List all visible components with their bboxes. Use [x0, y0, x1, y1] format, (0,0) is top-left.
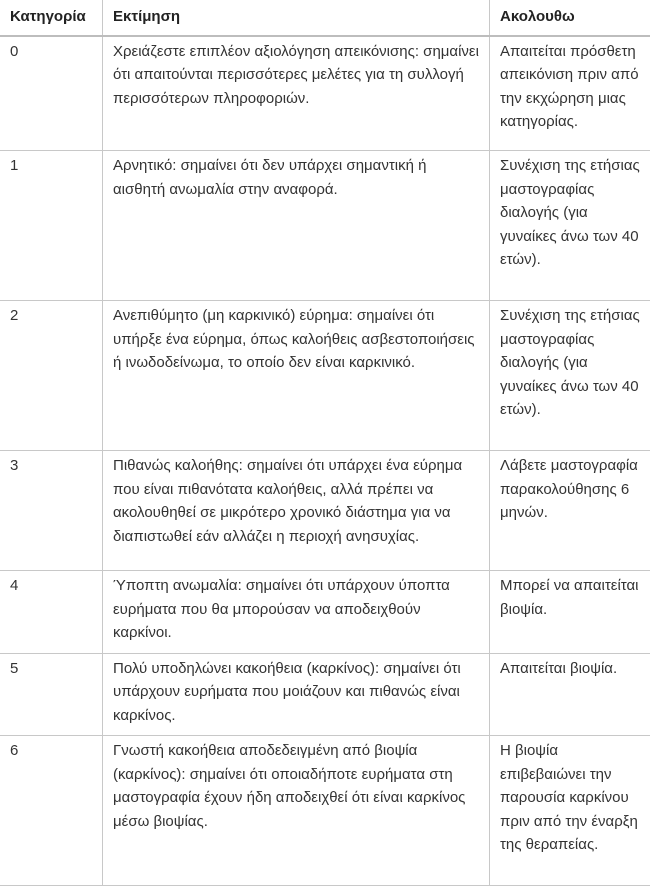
category-cell: 3 — [0, 451, 103, 571]
category-cell: 0 — [0, 36, 103, 151]
table-row — [0, 451, 650, 571]
category-cell: 5 — [0, 653, 103, 736]
assessment-cell: Πιθανώς καλοήθης: σημαίνει ότι υπάρχει ένα εύρημα που είναι πιθανότατα καλοήθεις, αλλά πρέπει να ακολουθηθεί σε μικρότερο χρονικό διάστημα για να διαπιστωθεί εάν αλλάζει η περιοχή ανησυχίας. — [103, 451, 490, 571]
header-row — [0, 0, 650, 36]
followup-cell: Η βιοψία επιβεβαιώνει την παρουσία καρκίνου πριν από την έναρξη της θεραπείας. — [490, 736, 650, 886]
followup-cell: Συνέχιση της ετήσιας μαστογραφίας διαλογής (για γυναίκες άνω των 40 ετών). — [490, 151, 650, 301]
assessment-cell: Ανεπιθύμητο (μη καρκινικό) εύρημα: σημαίνει ότι υπήρξε ένα εύρημα, όπως καλοήθεις ασβεστοποιήσεις ή ινωδοδείνωμα, το οποίο δεν είναι καρκινικό. — [103, 301, 490, 451]
followup-cell: Λάβετε μαστογραφία παρακολούθησης 6 μηνών. — [490, 451, 650, 571]
table-row — [0, 736, 650, 886]
category-cell: 4 — [0, 571, 103, 654]
followup-cell: Απαιτείται πρόσθετη απεικόνιση πριν από την εκχώρηση μιας κατηγορίας. — [490, 36, 650, 151]
table-row — [0, 36, 650, 151]
category-cell: 1 — [0, 151, 103, 301]
header-assessment: Εκτίμηση — [103, 0, 490, 36]
table-header — [0, 0, 650, 36]
followup-cell: Απαιτείται βιοψία. — [490, 653, 650, 736]
followup-cell: Συνέχιση της ετήσιας μαστογραφίας διαλογής (για γυναίκες άνω των 40 ετών). — [490, 301, 650, 451]
table-row — [0, 571, 650, 654]
table-row — [0, 653, 650, 736]
table-row — [0, 301, 650, 451]
table-row — [0, 151, 650, 301]
table-body — [0, 36, 650, 886]
header-category: Κατηγορία — [0, 0, 103, 36]
followup-cell: Μπορεί να απαιτείται βιοψία. — [490, 571, 650, 654]
category-cell: 6 — [0, 736, 103, 886]
assessment-cell: Χρειάζεστε επιπλέον αξιολόγηση απεικόνισης: σημαίνει ότι απαιτούνται περισσότερες μελέτες για τη συλλογή περισσότερων πληροφοριών. — [103, 36, 490, 151]
assessment-cell: Αρνητικό: σημαίνει ότι δεν υπάρχει σημαντική ή αισθητή ανωμαλία στην αναφορά. — [103, 151, 490, 301]
category-cell: 2 — [0, 301, 103, 451]
assessment-cell: Γνωστή κακοήθεια αποδεδειγμένη από βιοψία (καρκίνος): σημαίνει ότι οποιαδήποτε ευρήματα στη μαστογραφία έχουν ήδη αποδειχθεί ότι είναι καρκίνος μέσω βιοψίας. — [103, 736, 490, 886]
assessment-cell: Ύποπτη ανωμαλία: σημαίνει ότι υπάρχουν ύποπτα ευρήματα που θα μπορούσαν να αποδειχθούν καρκίνοι. — [103, 571, 490, 654]
assessment-cell: Πολύ υποδηλώνει κακοήθεια (καρκίνος): σημαίνει ότι υπάρχουν ευρήματα που μοιάζουν και πιθανώς είναι καρκίνος. — [103, 653, 490, 736]
header-followup: Ακολουθω — [490, 0, 650, 36]
